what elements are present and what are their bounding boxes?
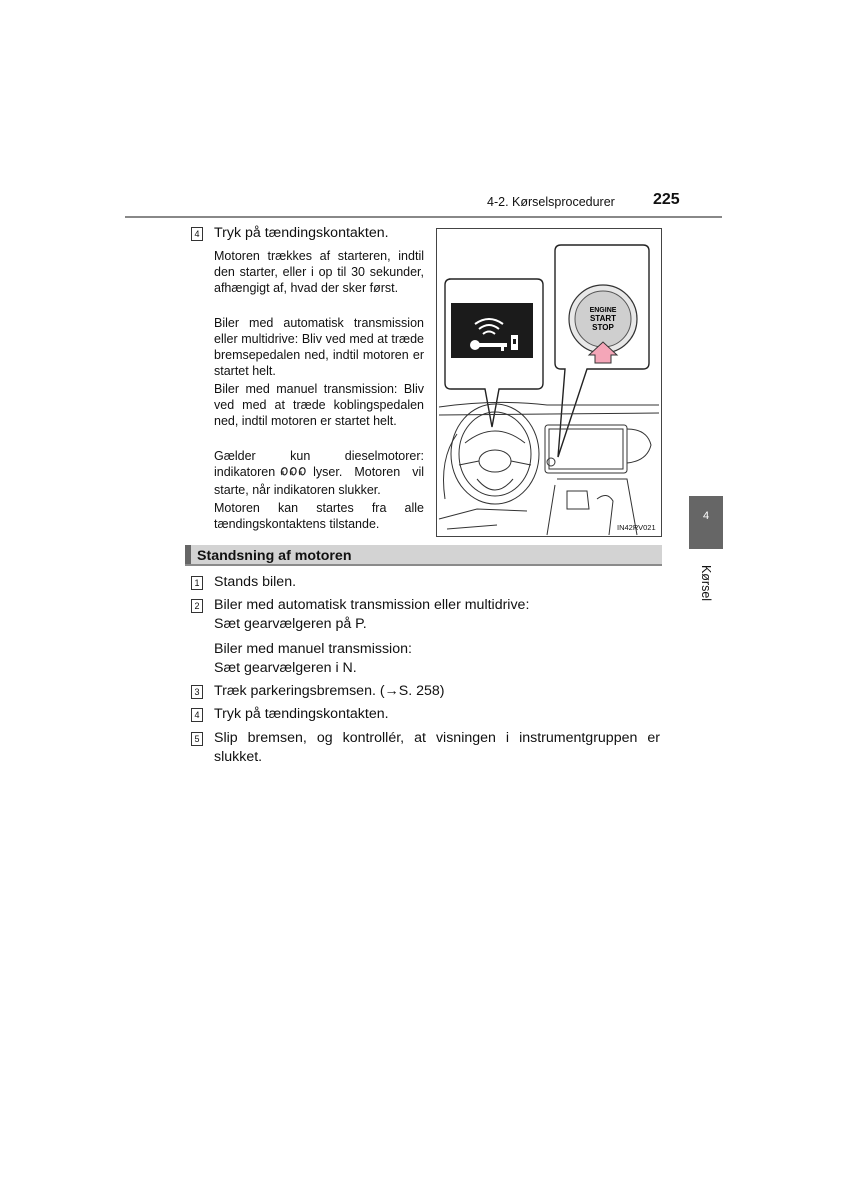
step-text-continued: slukket. [214, 749, 263, 765]
diesel-paragraph [214, 448, 424, 498]
button-label-start: START [589, 314, 617, 323]
page-number: 225 [653, 191, 680, 208]
button-label-engine: ENGINE [589, 307, 617, 314]
paragraph: Biler med manuel transmission: Bliv ved med at træde koblingspedalen ned, indtil motoren er startet helt. [214, 382, 424, 428]
button-label-stop: STOP [592, 323, 614, 332]
section-title: Standsning af motoren [197, 548, 352, 564]
step-number-box: 2 [191, 599, 203, 613]
figure-illustration [436, 228, 662, 537]
step-subtext: Biler med manuel transmission: [214, 641, 412, 657]
paragraph: Motoren trækkes af starteren, indtil den starter, eller i op til 30 sekunder, afhængigt af, hvad der sker først. [214, 249, 424, 295]
step-number-box: 4 [191, 227, 203, 241]
step-subtext: Sæt gearvælgeren i N. [214, 660, 357, 676]
running-header: 4-2. Kørselsprocedurer [487, 195, 615, 209]
paragraph: Biler med automatisk transmission eller multidrive: Bliv ved med at træde bremsepedalen ned, indtil motoren er startet helt. [214, 316, 424, 378]
step-text: Slip bremsen, og kontrollér, at visningen i instrumentgruppen er [214, 730, 660, 746]
dashboard-illustration [437, 229, 661, 536]
paragraph: Motoren kan startes fra alle tændingskontaktens tilstande. [214, 501, 424, 531]
step-text: Tryk på tændingskontakten. [214, 706, 389, 722]
step-title: Tryk på tændingskontakten. [214, 225, 389, 241]
glow-plug-indicator-icon [279, 465, 309, 482]
diesel-text-before: Gælder kun dieselmotorer: indikatoren [214, 449, 424, 479]
chapter-tab [689, 496, 723, 549]
chapter-number: 4 [702, 510, 710, 522]
step-number-box: 4 [191, 708, 203, 722]
step-number-box: 5 [191, 732, 203, 746]
header-divider [125, 216, 722, 218]
step-text: Biler med automatisk transmission eller multidrive: [214, 597, 530, 613]
diesel-text-after: lyser. Motoren vil starte, når indikatoren slukker. [214, 465, 424, 497]
chapter-label: Kørsel [699, 564, 713, 602]
step-number-box: 3 [191, 685, 203, 699]
step-text: Træk parkeringsbremsen. (→S. 258) [214, 683, 445, 699]
step-subtext: Sæt gearvælgeren på P. [214, 616, 367, 632]
step-number-box: 1 [191, 576, 203, 590]
step-text: Stands bilen. [214, 574, 297, 590]
figure-code: IN42RV021 [617, 523, 656, 532]
